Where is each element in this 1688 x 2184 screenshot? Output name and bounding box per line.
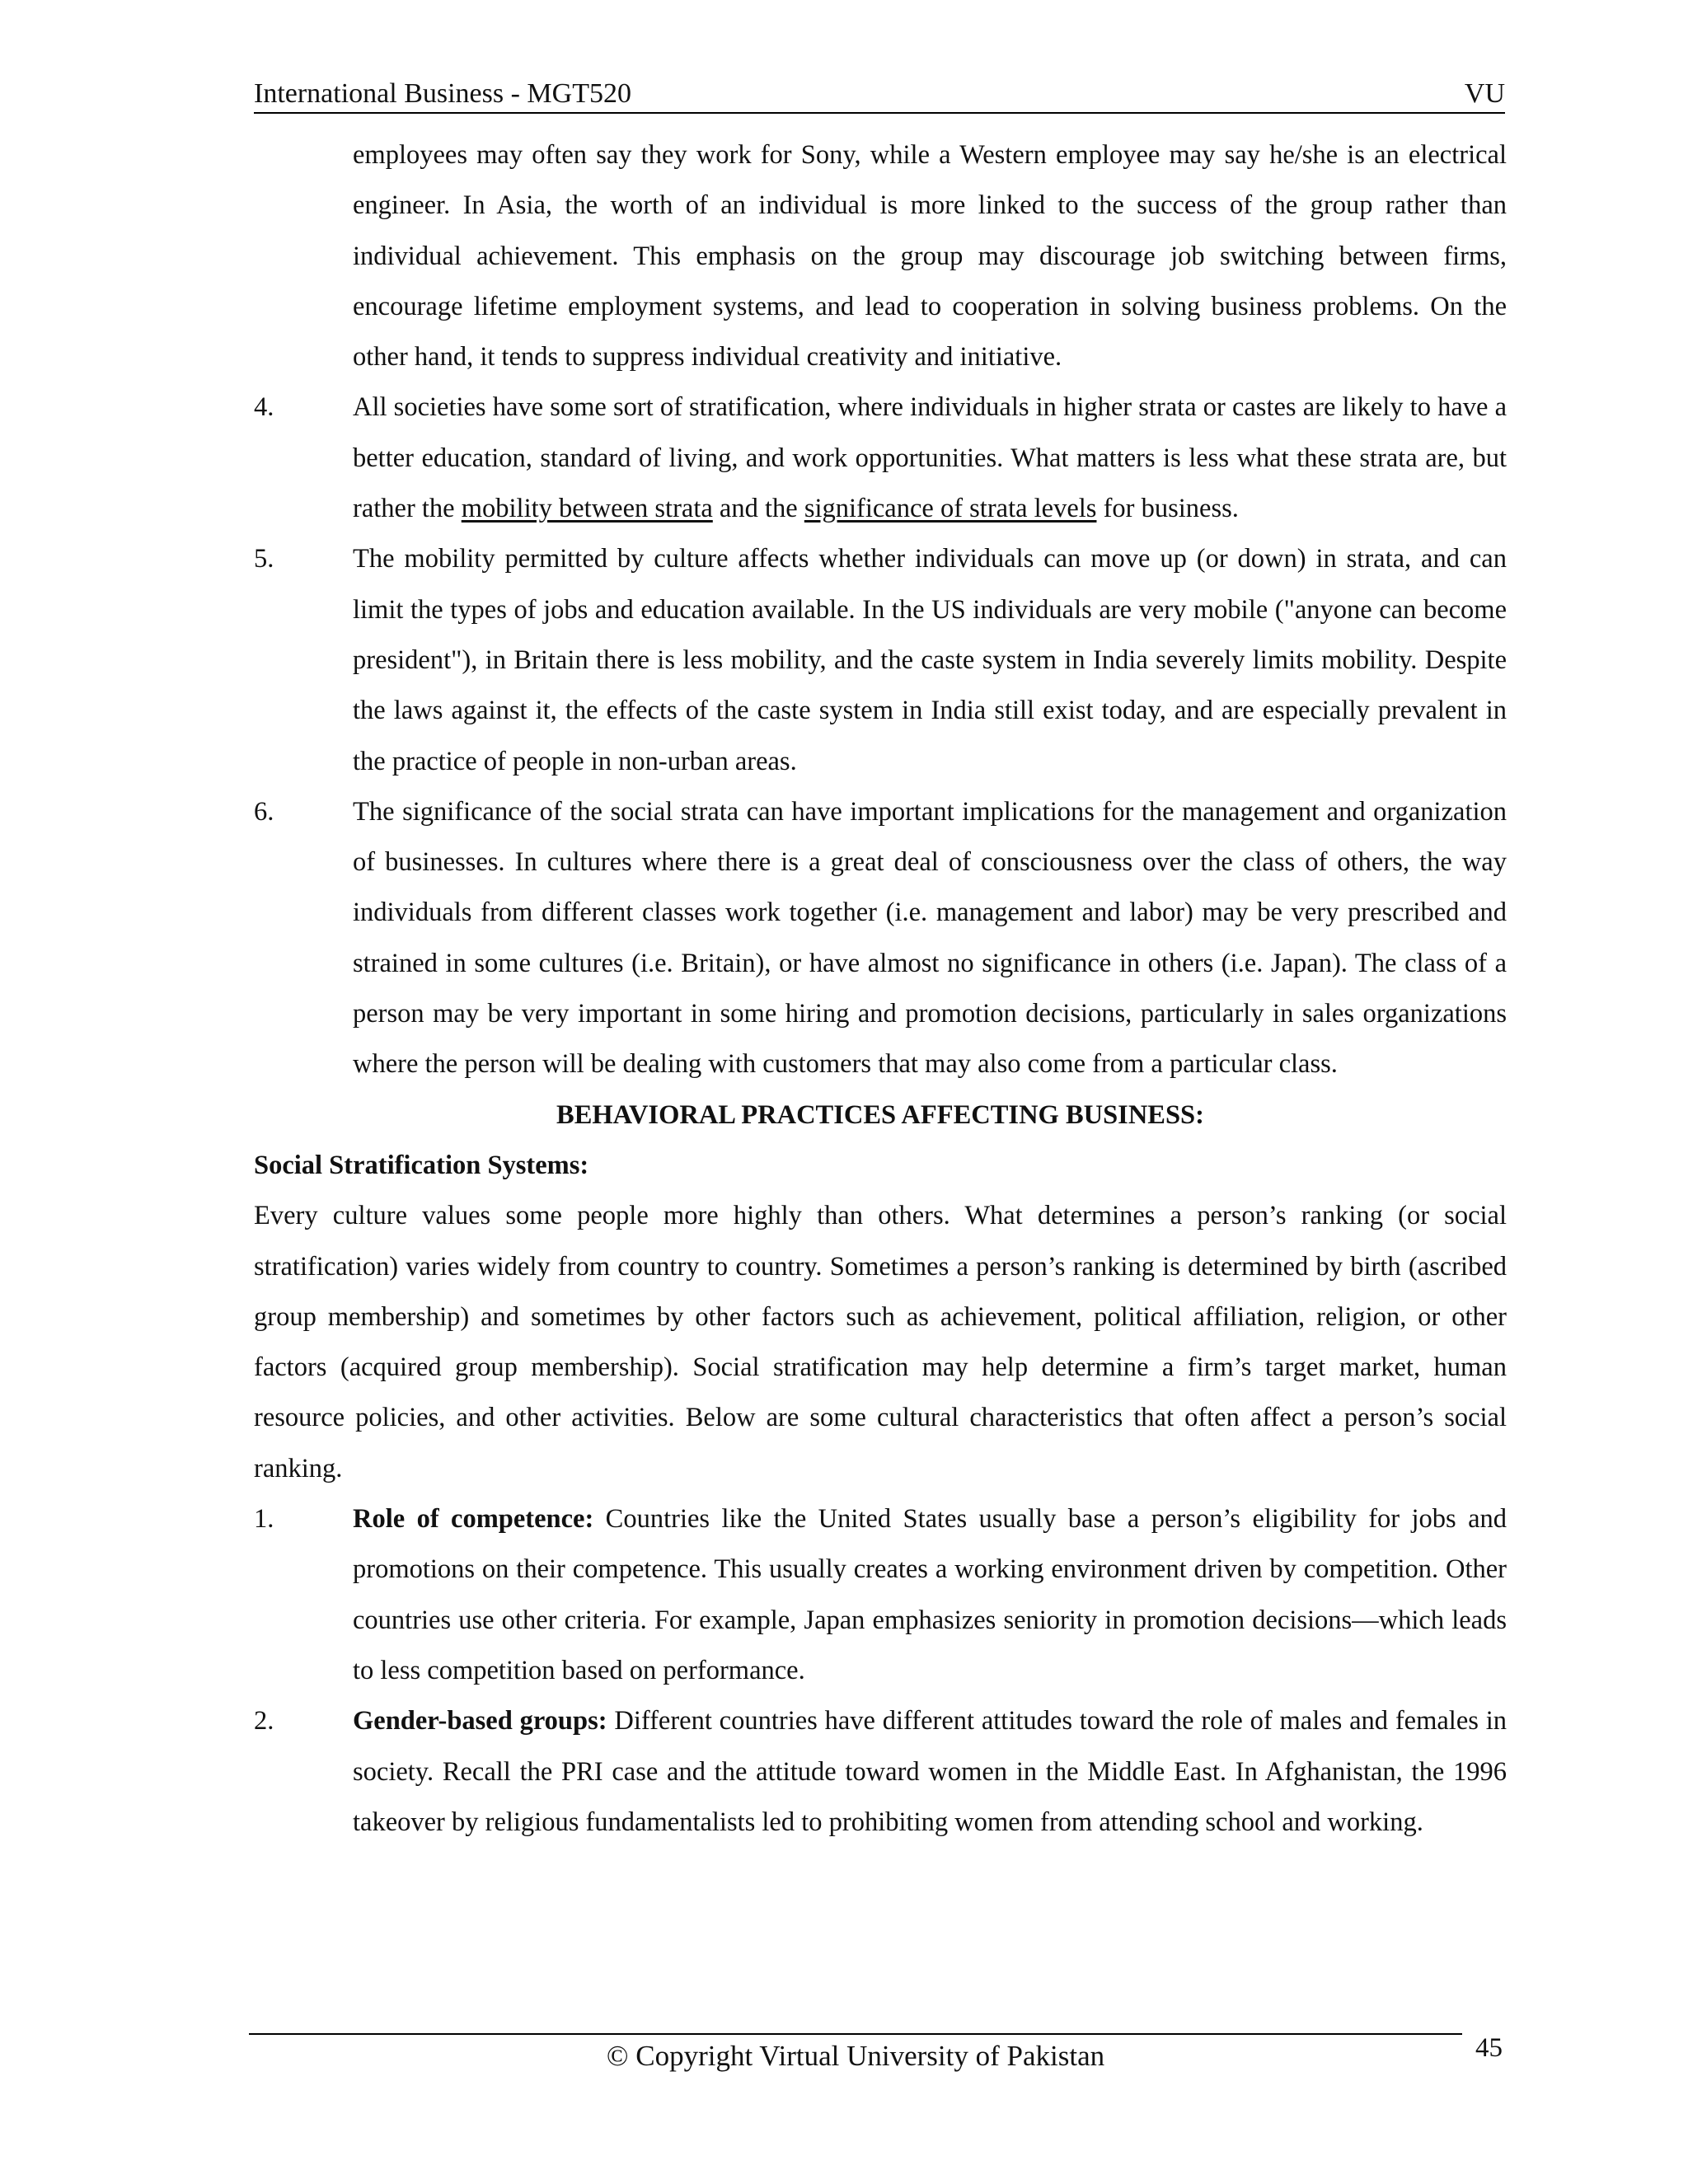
university-abbreviation: VU <box>1464 78 1505 109</box>
text-segment: All societies have some sort of stratification, where individuals in higher strata or castes are likely to have a better education, standard of living, and work opportunities. What matters is less what these strata are, but rather the <box>353 392 1507 524</box>
list-number: 1. <box>254 1504 274 1535</box>
subheading: Social Stratification Systems: <box>254 1150 589 1180</box>
list-number: 5. <box>254 544 274 574</box>
characteristic-text <box>353 1494 1507 1696</box>
continuation-paragraph: employees may often say they work for Sony, while a Western employee may say he/she is an electrical engineer. In Asia, the worth of an individual is more linked to the success of the group rather than individual achievement. This emphasis on the group may discourage job switching between firms, encourage lifetime employment systems, and lead to cooperation in solving business problems. On the other hand, it tends to suppress individual creativity and initiative. <box>353 140 1507 373</box>
list-item-text: The significance of the social strata can have important implications for the management and organization of businesses. In cultures where there is a great deal of consciousness over the class of others, the way individuals from different classes work together (i.e. management and labor) may be very prescribed and strained in some cultures (i.e. Britain), or have almost no significance in others (i.e. Japan). The class of a person may be very important in some hiring and promotion decisions, particularly in sales organizations where the person will be dealing with customers that may also come from a particular class. <box>353 796 1507 1080</box>
intro-paragraph: Every culture values some people more highly than others. What determines a person’s ranking (or social stratification) varies widely from country to country. Sometimes a person’s ranking is determined by birth (ascribed group membership) and sometimes by other factors such as achievement, political affiliation, religion, or other factors (acquired group membership). Social stratification may help determine a firm’s target market, human resource policies, and other activities. Below are some cultural characteristics that often affect a person’s social ranking. <box>254 1201 1507 1483</box>
characteristic-term: Role of competence: <box>353 1504 594 1535</box>
underlined-term-mobility: mobility between strata <box>461 494 713 524</box>
list-item-text: The mobility permitted by culture affects whether individuals can move up (or down) in strata, and can limit the types of jobs and education available. In the US individuals are very mobile ("anyone can become president"), in Britain there is less mobility, and the caste system in India severely limits mobility. Despite the laws against it, the effects of the caste system in India still exist today, and are especially prevalent in the practice of people in non-urban areas. <box>353 544 1507 776</box>
list-number: 4. <box>254 392 274 423</box>
text-segment: and the <box>712 494 804 524</box>
page-header <box>254 76 1505 114</box>
copyright-notice: © Copyright Virtual University of Pakistan <box>606 2040 1105 2072</box>
characteristic-item-1 <box>254 1494 1507 1696</box>
list-item-5 <box>254 534 1507 786</box>
course-title: International Business - MGT520 <box>254 78 631 109</box>
list-item-4 <box>254 382 1507 534</box>
characteristic-text <box>353 1696 1507 1848</box>
characteristic-item-2 <box>254 1696 1507 1848</box>
characteristic-description: Different countries have different attitudes toward the role of males and females in society. Recall the PRI case and the attitude toward women in the Middle East. In Afghanistan, the 1996 takeover by religious fundamentalists led to prohibiting women from attending school and working. <box>353 1706 1507 1837</box>
characteristic-term: Gender-based groups: <box>353 1706 607 1736</box>
characteristic-description: Countries like the United States usually base a person’s eligibility for jobs and promotions on their competence. This usually creates a working environment driven by competition. Other countries use other criteria. For example, Japan emphasizes seniority in promotion decisions—which leads to less competition based on performance. <box>353 1504 1507 1685</box>
underlined-term-significance: significance of strata levels <box>804 494 1097 524</box>
list-number: 2. <box>254 1706 274 1736</box>
list-number: 6. <box>254 796 274 827</box>
list-item-6 <box>254 787 1507 1090</box>
section-heading: BEHAVIORAL PRACTICES AFFECTING BUSINESS: <box>556 1099 1204 1130</box>
footer-divider <box>249 2033 1462 2035</box>
continuation-paragraph-block <box>254 130 1507 382</box>
text-segment: for business. <box>1096 494 1239 524</box>
list-item-text <box>353 382 1507 534</box>
page-body <box>254 130 1507 1848</box>
page-number: 45 <box>1475 2033 1503 2063</box>
